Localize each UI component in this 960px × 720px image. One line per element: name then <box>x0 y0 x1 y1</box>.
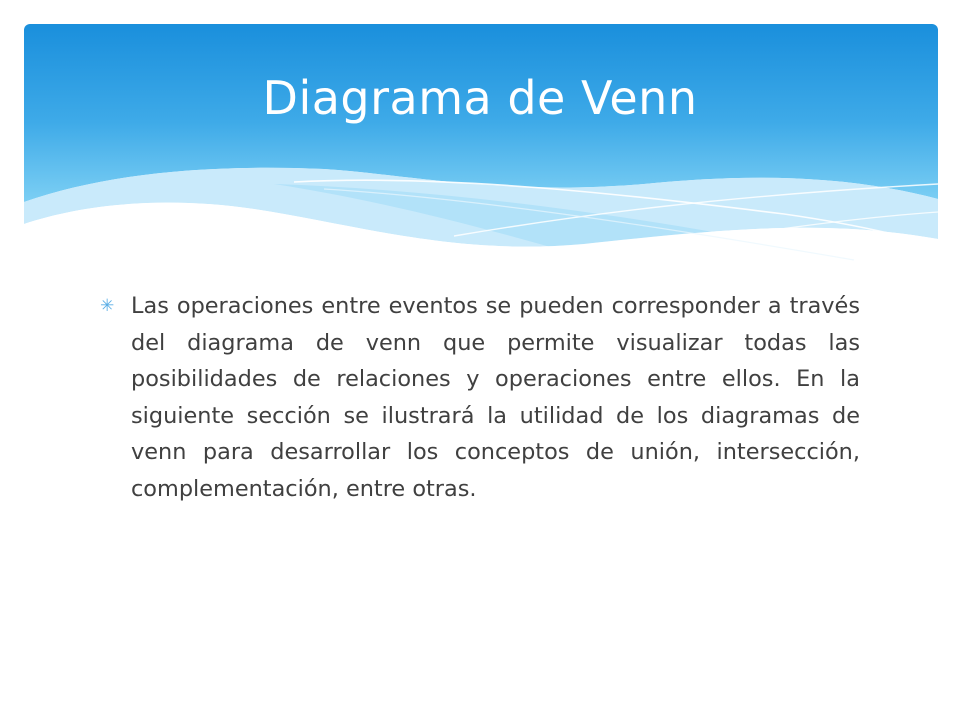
list-item <box>100 288 860 507</box>
page-title: Diagrama de Venn <box>262 71 698 125</box>
asterisk-bullet-icon: ✳ <box>100 296 115 316</box>
title-banner <box>24 24 938 274</box>
bullet-list <box>100 288 860 507</box>
wave-decoration <box>24 24 938 274</box>
bullet-text: Las operaciones entre eventos se pueden corresponder a través del diagrama de venn que permite visualizar todas las posibilidades de relaciones y operaciones entre ellos. En la siguiente sección se ilustrará la utilidad de los diagramas de venn para desarrollar los conceptos de unión, intersección, complementación, entre otras. <box>131 293 860 502</box>
